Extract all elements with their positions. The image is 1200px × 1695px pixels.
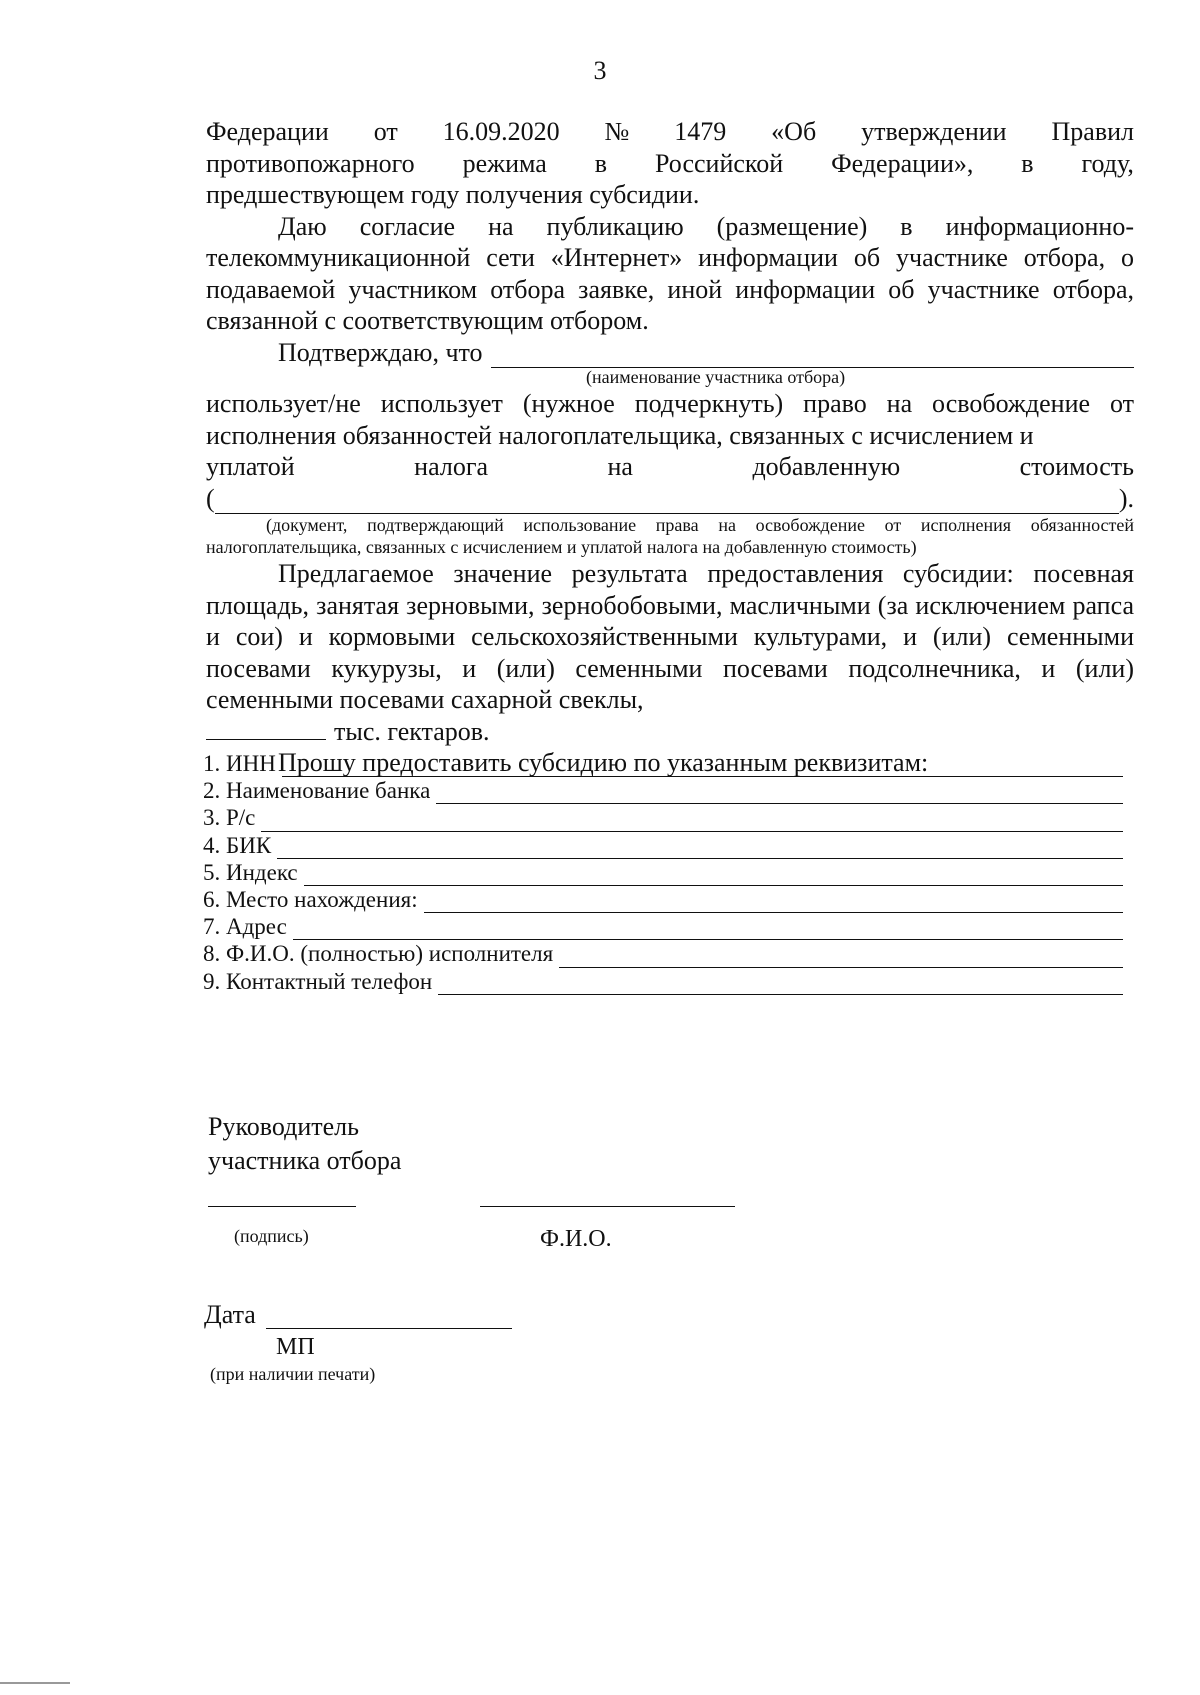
location-field[interactable] [424,892,1123,913]
participant-name-field[interactable] [491,343,1134,368]
inn-field[interactable] [282,756,1123,777]
vat-document-row: ( ). [206,483,1134,513]
para1-line1: Федерации от 16.09.2020 № 1479 «Об утверждении Правил [206,117,1134,146]
result-value-field[interactable] [206,717,326,740]
vat-document-field[interactable] [215,489,1119,514]
confirm-line3: уплатой налога на добавленную стоимость [206,452,1134,481]
bank-name-field[interactable] [436,783,1123,804]
account-field[interactable] [261,811,1123,832]
requisite-row: 9. Контактный телефон [203,968,1123,995]
document-body [206,116,1134,779]
consent-paragraph: Даю согласие на публикацию (размещение) в информационно-телекоммуникационной сети «Интернет» информации об участнике отбора, о подаваемой участником отбора заявке, иной информации об участнике отбора, связанной с соответствующим отбором. [206,211,1134,335]
requisite-row: 2. Наименование банка [203,777,1123,804]
signature-line[interactable] [208,1206,356,1207]
date-label: Дата [204,1300,256,1329]
participant-name-caption: (наименование участника отбора) [586,367,846,387]
stamp-note: (при наличии печати) [210,1364,376,1384]
requisite-row: 7. Адрес [203,913,1123,940]
stamp-label: МП [276,1334,315,1360]
page-number: 3 [593,56,607,85]
address-field[interactable] [293,919,1123,940]
requisite-row: 4. БИК [203,832,1123,859]
requisites-list [203,750,1123,995]
full-name-caption: Ф.И.О. [540,1226,612,1252]
result-paragraph: Предлагаемое значение результата предоставления субсидии: посевная площадь, занятая зерновыми, зернобобовыми, масличными (за исключением рапса и сои) и кормовыми сельскохозяйственными культурами, и (или) семенными посевами кукурузы, и (или) семенными посевами подсолнечника, и (или) семенными посевами сахарной свеклы, [206,559,1134,714]
para1-line3: предшествующем году получения субсидии. [206,180,700,209]
full-name-line[interactable] [480,1206,735,1207]
executor-name-field[interactable] [559,947,1123,968]
requisite-row: 5. Индекс [203,859,1123,886]
page-edge-mark [0,1682,70,1684]
date-field[interactable] [266,1328,512,1329]
confirm-row: Подтверждаю, что [206,337,1134,369]
bik-field[interactable] [277,838,1123,859]
signature-caption: (подпись) [234,1226,309,1246]
phone-field[interactable] [438,974,1123,995]
confirm-text: использует/не использует (нужное подчеркнуть) право на освобождение от исполнения обязанностей налогоплательщика, связанных с исчислением и [206,389,1134,450]
request-intro: Прошу предоставить субсидию по указанным реквизитам: [278,748,929,777]
result-value-row: тыс. гектаров. [206,716,1134,748]
requisite-row: 8. Ф.И.О. (полностью) исполнителя [203,940,1123,967]
signatory-title: Руководитель участника отбора [208,1112,402,1175]
para1-line2: противопожарного режима в Российской Федерации», в году, [206,148,1134,178]
vat-document-caption: (документ, подтверждающий использование права на освобождение от исполнения обязанностей налогоплательщика, связанных с исчислением и уплатой налога на добавленную стоимость) [206,515,1134,557]
requisite-row: 3. Р/с [203,804,1123,831]
requisite-row: 6. Место нахождения: [203,886,1123,913]
requisite-row: 1. ИНН [203,750,1123,777]
index-field[interactable] [304,865,1123,886]
